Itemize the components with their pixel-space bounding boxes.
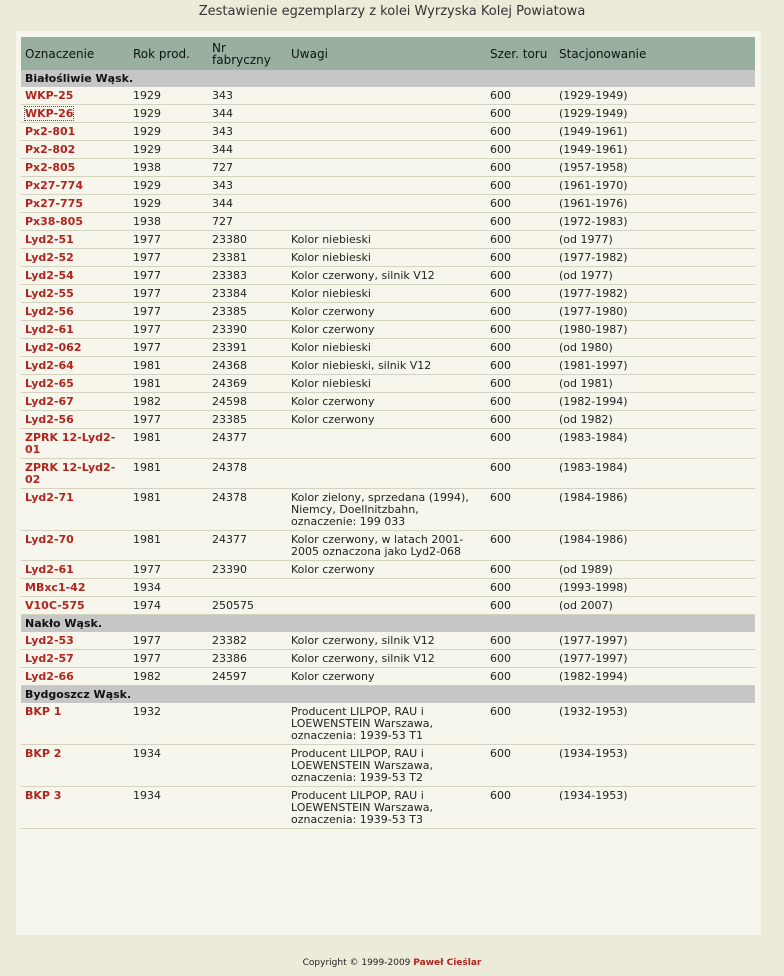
designation-link[interactable]: Lyd2-70: [25, 533, 74, 546]
year-cell: 1977: [129, 303, 208, 321]
gauge-cell: 600: [486, 579, 555, 597]
gauge-cell: 600: [486, 357, 555, 375]
gauge-cell: 600: [486, 489, 555, 531]
serial-cell: 24598: [208, 393, 287, 411]
year-cell: 1929: [129, 87, 208, 105]
table-row: [21, 411, 755, 429]
designation-link[interactable]: Px38-805: [25, 215, 83, 228]
table-row: [21, 339, 755, 357]
serial-cell: 23384: [208, 285, 287, 303]
designation-link[interactable]: BKP 1: [25, 705, 62, 718]
year-cell: 1938: [129, 159, 208, 177]
table-row: [21, 177, 755, 195]
station-cell: (1932-1953): [555, 703, 755, 745]
designation-link[interactable]: Lyd2-56: [25, 305, 74, 318]
notes-cell: [287, 195, 486, 213]
serial-cell: 24377: [208, 531, 287, 561]
notes-cell: Kolor zielony, sprzedana (1994), Niemcy, Doellnitzbahn, oznaczenie: 199 033: [287, 489, 486, 531]
designation-link[interactable]: BKP 2: [25, 747, 62, 760]
table-row: [21, 668, 755, 686]
gauge-cell: 600: [486, 650, 555, 668]
gauge-cell: 600: [486, 285, 555, 303]
notes-cell: [287, 579, 486, 597]
notes-cell: Kolor niebieski: [287, 285, 486, 303]
year-cell: 1977: [129, 231, 208, 249]
station-cell: (1983-1984): [555, 459, 755, 489]
serial-cell: 343: [208, 177, 287, 195]
designation-link[interactable]: Lyd2-71: [25, 491, 74, 504]
designation-cell: [21, 159, 129, 177]
table-row: [21, 632, 755, 650]
notes-cell: [287, 123, 486, 141]
gauge-cell: 600: [486, 429, 555, 459]
designation-link[interactable]: Px2-805: [25, 161, 76, 174]
serial-cell: 343: [208, 87, 287, 105]
designation-cell: [21, 105, 129, 123]
year-cell: 1977: [129, 411, 208, 429]
station-cell: (1929-1949): [555, 105, 755, 123]
designation-cell: [21, 339, 129, 357]
footer: [0, 958, 784, 968]
year-cell: 1982: [129, 668, 208, 686]
station-cell: (1977-1982): [555, 249, 755, 267]
year-cell: 1981: [129, 375, 208, 393]
group-title: Bydgoszcz Wąsk.: [21, 686, 755, 704]
gauge-cell: 600: [486, 87, 555, 105]
year-cell: 1977: [129, 561, 208, 579]
notes-cell: Kolor niebieski: [287, 339, 486, 357]
serial-cell: 24378: [208, 459, 287, 489]
designation-link[interactable]: Lyd2-64: [25, 359, 74, 372]
designation-cell: [21, 489, 129, 531]
notes-cell: Kolor niebieski: [287, 375, 486, 393]
gauge-cell: 600: [486, 267, 555, 285]
designation-cell: [21, 375, 129, 393]
serial-cell: 727: [208, 213, 287, 231]
designation-link[interactable]: BKP 3: [25, 789, 62, 802]
notes-cell: [287, 105, 486, 123]
gauge-cell: 600: [486, 393, 555, 411]
group-row: [21, 686, 755, 704]
table-row: [21, 745, 755, 787]
serial-cell: 23385: [208, 411, 287, 429]
designation-cell: [21, 141, 129, 159]
serial-cell: 23391: [208, 339, 287, 357]
gauge-cell: 600: [486, 459, 555, 489]
serial-cell: [208, 787, 287, 829]
designation-cell: [21, 787, 129, 829]
year-cell: 1977: [129, 267, 208, 285]
table-row: [21, 285, 755, 303]
designation-cell: [21, 213, 129, 231]
designation-link[interactable]: Lyd2-66: [25, 670, 74, 683]
station-cell: (1934-1953): [555, 787, 755, 829]
year-cell: 1977: [129, 650, 208, 668]
serial-cell: 24597: [208, 668, 287, 686]
gauge-cell: 600: [486, 213, 555, 231]
gauge-cell: 600: [486, 531, 555, 561]
designation-cell: [21, 650, 129, 668]
gauge-cell: 600: [486, 231, 555, 249]
gauge-cell: 600: [486, 105, 555, 123]
designation-cell: [21, 267, 129, 285]
group-title: Białośliwie Wąsk.: [21, 70, 755, 87]
station-cell: (od 1977): [555, 267, 755, 285]
designation-cell: [21, 561, 129, 579]
year-cell: 1977: [129, 285, 208, 303]
designation-cell: [21, 357, 129, 375]
table-body: [21, 70, 755, 829]
notes-cell: [287, 213, 486, 231]
table-row: [21, 489, 755, 531]
notes-cell: Kolor czerwony, w latach 2001-2005 oznaczona jako Lyd2-068: [287, 531, 486, 561]
gauge-cell: 600: [486, 159, 555, 177]
table-row: [21, 459, 755, 489]
gauge-cell: 600: [486, 141, 555, 159]
designation-cell: [21, 231, 129, 249]
station-cell: (od 1980): [555, 339, 755, 357]
serial-cell: 23385: [208, 303, 287, 321]
table-header-row: [21, 37, 755, 70]
year-cell: 1934: [129, 745, 208, 787]
station-cell: (od 1989): [555, 561, 755, 579]
designation-link[interactable]: ZPRK 12-Lyd2-01: [25, 431, 116, 456]
serial-cell: 23390: [208, 321, 287, 339]
serial-cell: 344: [208, 195, 287, 213]
station-cell: (od 1981): [555, 375, 755, 393]
table-row: [21, 303, 755, 321]
notes-cell: [287, 597, 486, 615]
designation-link[interactable]: Lyd2-65: [25, 377, 74, 390]
designation-cell: [21, 429, 129, 459]
table-row: [21, 249, 755, 267]
designation-link[interactable]: Px27-774: [25, 179, 83, 192]
group-row: [21, 70, 755, 87]
col-gauge: Szer. toru: [490, 46, 548, 61]
designation-link[interactable]: Lyd2-53: [25, 634, 74, 647]
year-cell: 1929: [129, 105, 208, 123]
designation-cell: [21, 285, 129, 303]
year-cell: 1982: [129, 393, 208, 411]
table-row: [21, 231, 755, 249]
designation-cell: [21, 459, 129, 489]
table-row: [21, 561, 755, 579]
col-station: Stacjonowanie: [559, 46, 647, 61]
year-cell: 1981: [129, 459, 208, 489]
serial-cell: 24377: [208, 429, 287, 459]
designation-link[interactable]: Lyd2-61: [25, 323, 74, 336]
station-cell: (1984-1986): [555, 531, 755, 561]
designation-cell: [21, 531, 129, 561]
gauge-cell: 600: [486, 303, 555, 321]
notes-cell: Kolor czerwony: [287, 303, 486, 321]
year-cell: 1977: [129, 249, 208, 267]
station-cell: (1984-1986): [555, 489, 755, 531]
notes-cell: Producent LILPOP, RAU i LOEWENSTEIN Warszawa, oznaczenia: 1939-53 T3: [287, 787, 486, 829]
gauge-cell: 600: [486, 787, 555, 829]
content-panel: [16, 31, 761, 935]
gauge-cell: 600: [486, 668, 555, 686]
designation-cell: [21, 597, 129, 615]
serial-cell: 344: [208, 105, 287, 123]
notes-cell: Kolor niebieski, silnik V12: [287, 357, 486, 375]
year-cell: 1929: [129, 123, 208, 141]
gauge-cell: 600: [486, 177, 555, 195]
serial-cell: 23383: [208, 267, 287, 285]
station-cell: (1980-1987): [555, 321, 755, 339]
col-year: Rok prod.: [133, 46, 190, 61]
station-cell: (1983-1984): [555, 429, 755, 459]
table-row: [21, 141, 755, 159]
notes-cell: Producent LILPOP, RAU i LOEWENSTEIN Warszawa, oznaczenia: 1939-53 T1: [287, 703, 486, 745]
designation-link[interactable]: Px2-801: [25, 125, 76, 138]
gauge-cell: 600: [486, 339, 555, 357]
page-title: Zestawienie egzemplarzy z kolei Wyrzyska Kolej Powiatowa: [198, 4, 586, 19]
designation-cell: [21, 411, 129, 429]
notes-cell: [287, 141, 486, 159]
table-row: [21, 321, 755, 339]
year-cell: 1929: [129, 141, 208, 159]
serial-cell: 23380: [208, 231, 287, 249]
designation-link[interactable]: V10C-575: [25, 599, 85, 612]
designation-cell: [21, 745, 129, 787]
serial-cell: 24369: [208, 375, 287, 393]
designation-link[interactable]: WKP-26: [25, 107, 74, 120]
station-cell: (1981-1997): [555, 357, 755, 375]
year-cell: 1929: [129, 177, 208, 195]
designation-link[interactable]: Lyd2-55: [25, 287, 74, 300]
station-cell: (1929-1949): [555, 87, 755, 105]
gauge-cell: 600: [486, 561, 555, 579]
year-cell: 1932: [129, 703, 208, 745]
table-row: [21, 787, 755, 829]
serial-cell: 24378: [208, 489, 287, 531]
table-row: [21, 87, 755, 105]
designation-cell: [21, 87, 129, 105]
gauge-cell: 600: [486, 249, 555, 267]
notes-cell: Kolor czerwony: [287, 411, 486, 429]
station-cell: (1961-1976): [555, 195, 755, 213]
year-cell: 1977: [129, 321, 208, 339]
table-row: [21, 579, 755, 597]
designation-link[interactable]: Lyd2-54: [25, 269, 74, 282]
designation-link[interactable]: ZPRK 12-Lyd2-02: [25, 461, 116, 486]
table-row: [21, 650, 755, 668]
station-cell: (od 1982): [555, 411, 755, 429]
notes-cell: [287, 159, 486, 177]
station-cell: (1977-1982): [555, 285, 755, 303]
designation-link[interactable]: Lyd2-52: [25, 251, 74, 264]
serial-cell: 343: [208, 123, 287, 141]
table-row: [21, 213, 755, 231]
year-cell: 1977: [129, 632, 208, 650]
station-cell: (1949-1961): [555, 141, 755, 159]
year-cell: 1981: [129, 531, 208, 561]
designation-cell: [21, 195, 129, 213]
designation-link[interactable]: Lyd2-56: [25, 413, 74, 426]
designation-cell: [21, 393, 129, 411]
col-designation: Oznaczenie: [25, 46, 95, 61]
designation-link[interactable]: Px2-802: [25, 143, 76, 156]
designation-link[interactable]: MBxc1-42: [25, 581, 86, 594]
station-cell: (1982-1994): [555, 393, 755, 411]
notes-cell: Kolor czerwony, silnik V12: [287, 632, 486, 650]
station-cell: (1982-1994): [555, 668, 755, 686]
copyright-text: Copyright © 1999-2009: [302, 958, 411, 968]
group-title: Nakło Wąsk.: [21, 615, 755, 633]
table-row: [21, 357, 755, 375]
designation-cell: [21, 632, 129, 650]
station-cell: (od 2007): [555, 597, 755, 615]
notes-cell: Kolor czerwony, silnik V12: [287, 650, 486, 668]
designation-link[interactable]: Lyd2-61: [25, 563, 74, 576]
year-cell: 1938: [129, 213, 208, 231]
notes-cell: Kolor czerwony, silnik V12: [287, 267, 486, 285]
serial-cell: 23382: [208, 632, 287, 650]
gauge-cell: 600: [486, 745, 555, 787]
gauge-cell: 600: [486, 123, 555, 141]
gauge-cell: 600: [486, 321, 555, 339]
gauge-cell: 600: [486, 411, 555, 429]
table-row: [21, 429, 755, 459]
notes-cell: [287, 429, 486, 459]
table-row: [21, 123, 755, 141]
year-cell: 1934: [129, 579, 208, 597]
station-cell: (1977-1997): [555, 632, 755, 650]
year-cell: 1977: [129, 339, 208, 357]
station-cell: (1977-1997): [555, 650, 755, 668]
serial-cell: 23386: [208, 650, 287, 668]
station-cell: (1949-1961): [555, 123, 755, 141]
notes-cell: Kolor czerwony: [287, 561, 486, 579]
year-cell: 1981: [129, 429, 208, 459]
designation-link[interactable]: Lyd2-67: [25, 395, 74, 408]
designation-link[interactable]: WKP-25: [25, 89, 74, 102]
designation-cell: [21, 177, 129, 195]
year-cell: 1981: [129, 489, 208, 531]
notes-cell: [287, 87, 486, 105]
designation-cell: [21, 321, 129, 339]
gauge-cell: 600: [486, 195, 555, 213]
notes-cell: Kolor niebieski: [287, 231, 486, 249]
serial-cell: [208, 703, 287, 745]
designation-cell: [21, 703, 129, 745]
table-row: [21, 393, 755, 411]
serial-cell: 23390: [208, 561, 287, 579]
designation-link[interactable]: Lyd2-57: [25, 652, 74, 665]
serial-cell: 727: [208, 159, 287, 177]
col-notes: Uwagi: [291, 46, 328, 61]
table-row: [21, 267, 755, 285]
table-row: [21, 195, 755, 213]
notes-cell: Kolor czerwony: [287, 321, 486, 339]
notes-cell: Kolor czerwony: [287, 668, 486, 686]
designation-link[interactable]: Lyd2-062: [25, 341, 82, 354]
station-cell: (od 1977): [555, 231, 755, 249]
serial-cell: [208, 579, 287, 597]
col-serial: Nr fabryczny: [212, 40, 271, 67]
gauge-cell: 600: [486, 375, 555, 393]
designation-cell: [21, 579, 129, 597]
table-row: [21, 375, 755, 393]
notes-cell: Kolor niebieski: [287, 249, 486, 267]
year-cell: 1981: [129, 357, 208, 375]
designation-cell: [21, 668, 129, 686]
designation-link[interactable]: Lyd2-51: [25, 233, 74, 246]
table-row: [21, 159, 755, 177]
year-cell: 1974: [129, 597, 208, 615]
table-row: [21, 105, 755, 123]
serial-cell: 344: [208, 141, 287, 159]
notes-cell: [287, 459, 486, 489]
year-cell: 1934: [129, 787, 208, 829]
table-row: [21, 531, 755, 561]
designation-cell: [21, 249, 129, 267]
notes-cell: Producent LILPOP, RAU i LOEWENSTEIN Warszawa, oznaczenia: 1939-53 T2: [287, 745, 486, 787]
designation-cell: [21, 123, 129, 141]
station-cell: (1961-1970): [555, 177, 755, 195]
gauge-cell: 600: [486, 703, 555, 745]
group-row: [21, 615, 755, 633]
serial-cell: 24368: [208, 357, 287, 375]
station-cell: (1972-1983): [555, 213, 755, 231]
notes-cell: [287, 177, 486, 195]
station-cell: (1993-1998): [555, 579, 755, 597]
station-cell: (1934-1953): [555, 745, 755, 787]
station-cell: (1957-1958): [555, 159, 755, 177]
table-row: [21, 597, 755, 615]
serial-cell: [208, 745, 287, 787]
author-link[interactable]: Paweł Cieślar: [413, 958, 482, 968]
year-cell: 1929: [129, 195, 208, 213]
station-cell: (1977-1980): [555, 303, 755, 321]
designation-link[interactable]: Px27-775: [25, 197, 83, 210]
gauge-cell: 600: [486, 597, 555, 615]
serial-cell: 23381: [208, 249, 287, 267]
designation-cell: [21, 303, 129, 321]
rolling-stock-table: [21, 37, 755, 829]
notes-cell: Kolor czerwony: [287, 393, 486, 411]
table-row: [21, 703, 755, 745]
serial-cell: 250575: [208, 597, 287, 615]
gauge-cell: 600: [486, 632, 555, 650]
